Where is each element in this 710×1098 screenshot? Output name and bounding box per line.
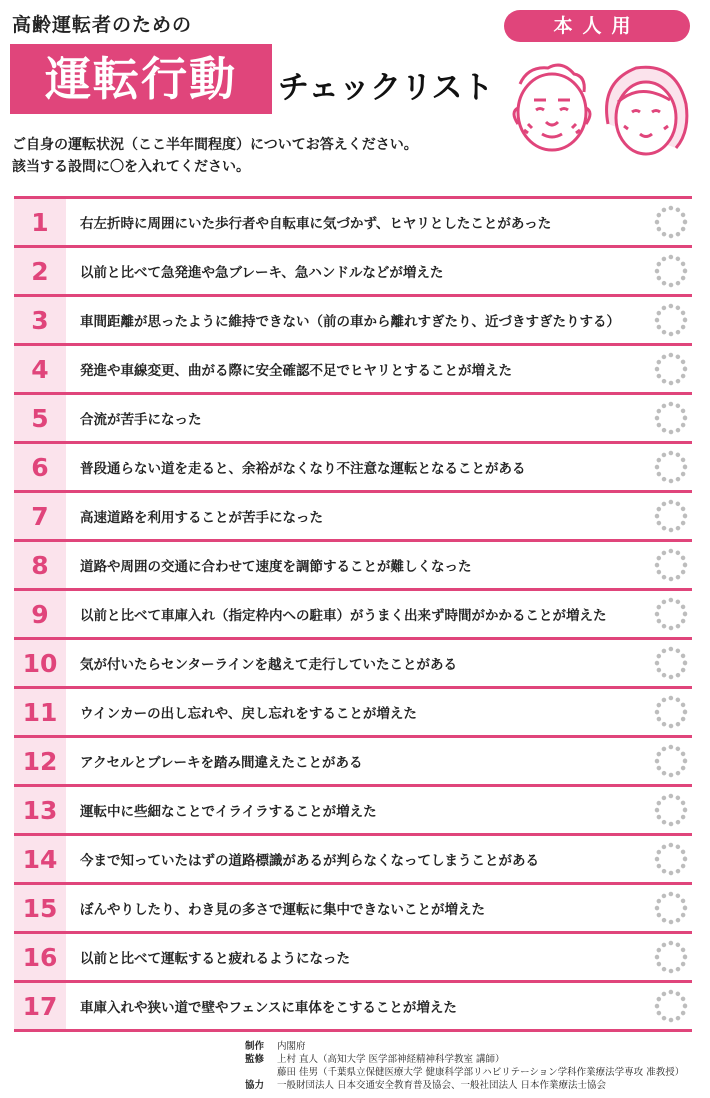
elderly-couple-illustration xyxy=(500,52,700,162)
item-question: 道路や周囲の交通に合わせて速度を調節することが難しくなった xyxy=(80,559,472,575)
credit-supervisor-1: 上村 直人（高知大学 医学部神経精神科学教室 講師） xyxy=(277,1054,505,1065)
answer-circle[interactable] xyxy=(650,842,692,876)
checklist-row xyxy=(14,444,692,493)
item-question: 高速道路を利用することが苦手になった xyxy=(80,510,323,526)
item-number: 12 xyxy=(14,738,66,784)
item-number: 1 xyxy=(14,199,66,245)
elderly-man-icon xyxy=(514,65,590,150)
item-number: 6 xyxy=(14,444,66,490)
elderly-woman-icon xyxy=(607,67,687,154)
checklist-row xyxy=(14,640,692,689)
answer-circle[interactable] xyxy=(650,695,692,729)
answer-circle[interactable] xyxy=(650,450,692,484)
item-question: ぼんやりしたり、わき見の多さで運転に集中できないことが増えた xyxy=(80,902,485,918)
dotted-circle-icon xyxy=(654,303,688,337)
checklist-row xyxy=(14,199,692,248)
item-number: 11 xyxy=(14,689,66,735)
dotted-circle-icon xyxy=(654,989,688,1023)
credit-label-supervision: 監修 xyxy=(245,1054,265,1065)
instructions-line-2: 該当する設問に〇を入れてください。 xyxy=(12,159,250,175)
dotted-circle-icon xyxy=(654,646,688,680)
checklist-row xyxy=(14,983,692,1032)
item-question: 今まで知っていたはずの道路標識があるが判らなくなってしまうことがある xyxy=(80,853,539,869)
checklist-row xyxy=(14,738,692,787)
item-number: 3 xyxy=(14,297,66,343)
item-number: 17 xyxy=(14,983,66,1029)
item-question: 車間距離が思ったように維持できない（前の車から離れすぎたり、近づきすぎたりする） xyxy=(80,314,620,330)
dotted-circle-icon xyxy=(654,940,688,974)
checklist-row xyxy=(14,836,692,885)
item-number: 5 xyxy=(14,395,66,441)
dotted-circle-icon xyxy=(654,744,688,778)
checklist-row xyxy=(14,787,692,836)
item-question: 普段通らない道を走ると、余裕がなくなり不注意な運転となることがある xyxy=(80,461,526,477)
item-question: 発進や車線変更、曲がる際に安全確認不足でヒヤリとすることが増えた xyxy=(80,363,512,379)
checklist xyxy=(14,196,692,1032)
answer-circle[interactable] xyxy=(650,401,692,435)
dotted-circle-icon xyxy=(654,891,688,925)
item-question: 気が付いたらセンターラインを越えて走行していたことがある xyxy=(80,657,458,673)
answer-circle[interactable] xyxy=(650,646,692,680)
dotted-circle-icon xyxy=(654,352,688,386)
item-number: 8 xyxy=(14,542,66,588)
item-number: 4 xyxy=(14,346,66,392)
credit-label-production: 制作 xyxy=(245,1041,265,1052)
dotted-circle-icon xyxy=(654,793,688,827)
answer-circle[interactable] xyxy=(650,254,692,288)
checklist-row xyxy=(14,297,692,346)
item-number: 13 xyxy=(14,787,66,833)
answer-circle[interactable] xyxy=(650,793,692,827)
credit-supervision xyxy=(245,1053,705,1066)
answer-circle[interactable] xyxy=(650,548,692,582)
checklist-row xyxy=(14,542,692,591)
answer-circle[interactable] xyxy=(650,940,692,974)
dotted-circle-icon xyxy=(654,842,688,876)
item-number: 15 xyxy=(14,885,66,931)
page-title: 運転行動 xyxy=(10,44,272,114)
dotted-circle-icon xyxy=(654,695,688,729)
subtitle: 高齢運転者のための xyxy=(12,14,193,36)
credit-production-value: 内閣府 xyxy=(277,1041,306,1052)
dotted-circle-icon xyxy=(654,499,688,533)
dotted-circle-icon xyxy=(654,450,688,484)
page-title-suffix: チェックリスト xyxy=(278,70,494,106)
dotted-circle-icon xyxy=(654,205,688,239)
audience-badge: 本人用 xyxy=(504,10,690,42)
credit-production xyxy=(245,1040,705,1053)
item-number: 10 xyxy=(14,640,66,686)
answer-circle[interactable] xyxy=(650,499,692,533)
checklist-row xyxy=(14,934,692,983)
dotted-circle-icon xyxy=(654,597,688,631)
dotted-circle-icon xyxy=(654,401,688,435)
credit-supervisor-2: 藤田 佳男（千葉県立保健医療大学 健康科学部リハビリテーション学科作業療法学専攻 准教授） xyxy=(277,1067,685,1078)
answer-circle[interactable] xyxy=(650,744,692,778)
answer-circle[interactable] xyxy=(650,891,692,925)
item-number: 16 xyxy=(14,934,66,980)
answer-circle[interactable] xyxy=(650,989,692,1023)
item-question: 合流が苦手になった xyxy=(80,412,202,428)
item-number: 7 xyxy=(14,493,66,539)
checklist-row xyxy=(14,591,692,640)
item-question: 以前と比べて急発進や急ブレーキ、急ハンドルなどが増えた xyxy=(80,265,444,281)
credit-cooperation xyxy=(245,1079,705,1092)
item-question: 車庫入れや狭い道で壁やフェンスに車体をこすることが増えた xyxy=(80,1000,457,1016)
instructions-line-1: ご自身の運転状況（ここ半年間程度）についてお答えください。 xyxy=(12,137,418,153)
credit-cooperation-value: 一般財団法人 日本交通安全教育普及協会、一般社団法人 日本作業療法士協会 xyxy=(277,1080,607,1091)
item-question: ウインカーの出し忘れや、戻し忘れをすることが増えた xyxy=(80,706,417,722)
checklist-row xyxy=(14,346,692,395)
item-question: 運転中に些細なことでイライラすることが増えた xyxy=(80,804,377,820)
answer-circle[interactable] xyxy=(650,597,692,631)
item-question: 以前と比べて運転すると疲れるようになった xyxy=(80,951,350,967)
dotted-circle-icon xyxy=(654,254,688,288)
credit-label-cooperation: 協力 xyxy=(245,1080,265,1091)
answer-circle[interactable] xyxy=(650,303,692,337)
checklist-row xyxy=(14,395,692,444)
checklist-row xyxy=(14,493,692,542)
checklist-row xyxy=(14,885,692,934)
credits xyxy=(245,1040,705,1092)
item-question: 以前と比べて車庫入れ（指定枠内への駐車）がうまく出来ず時間がかかることが増えた xyxy=(80,608,607,624)
checklist-row xyxy=(14,248,692,297)
checklist-row xyxy=(14,689,692,738)
answer-circle[interactable] xyxy=(650,205,692,239)
dotted-circle-icon xyxy=(654,548,688,582)
item-number: 14 xyxy=(14,836,66,882)
instructions xyxy=(12,134,492,178)
item-number: 9 xyxy=(14,591,66,637)
item-question: アクセルとブレーキを踏み間違えたことがある xyxy=(80,755,363,771)
item-number: 2 xyxy=(14,248,66,294)
answer-circle[interactable] xyxy=(650,352,692,386)
item-question: 右左折時に周囲にいた歩行者や自転車に気づかず、ヒヤリとしたことがあった xyxy=(80,216,552,232)
